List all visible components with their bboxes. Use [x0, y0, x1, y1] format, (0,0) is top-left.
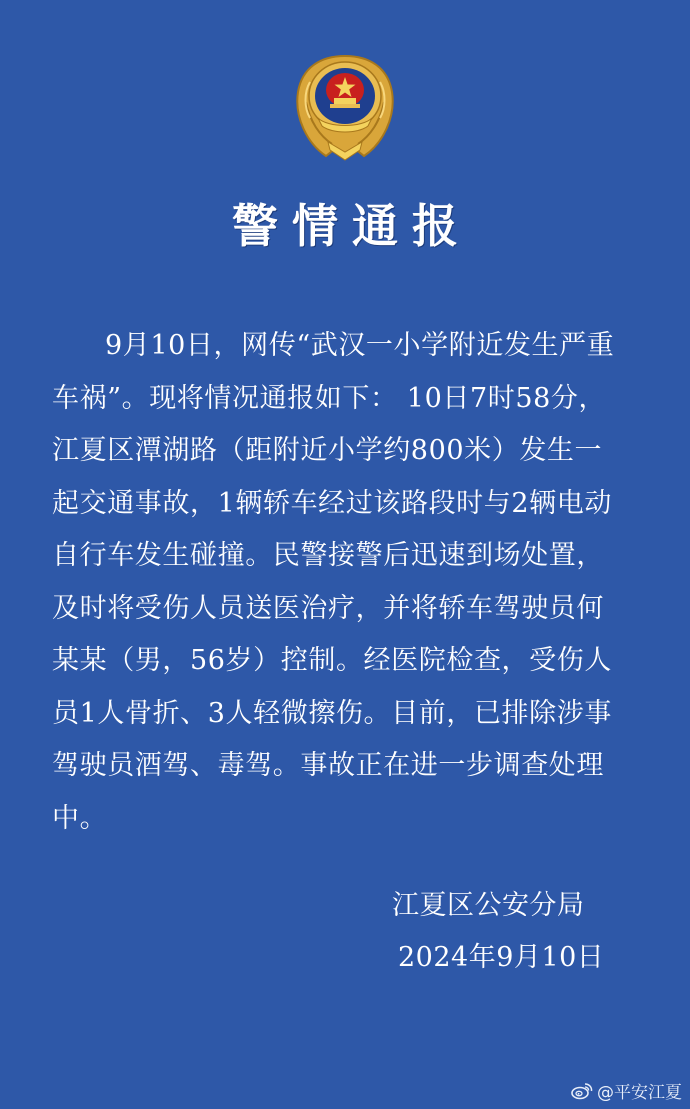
body-line: 员1人骨折、3人轻微擦伤。目前，已排除涉事 [52, 697, 612, 729]
weibo-icon [571, 1082, 593, 1100]
body-line: 江夏区潭湖路（距附近小学约800米）发生一 [52, 435, 603, 466]
issue-date: 2024年9月10日 [398, 942, 605, 973]
watermark-text: @平安江夏 [597, 1083, 682, 1103]
issuer-name: 江夏区公安分局 [392, 890, 585, 921]
body-line: 中。 [52, 802, 108, 834]
police-emblem-icon [290, 52, 400, 164]
body-line: 驾驶员酒驾、毒驾。事故正在进一步调查处理 [52, 750, 604, 781]
signature-block [392, 880, 604, 984]
body-line: 9月10日，网传“武汉一小学附近发生严重 [105, 330, 615, 361]
body-line: 车祸”。现将情况通报如下： 10日7时58分， [52, 382, 607, 414]
source-watermark [571, 1078, 682, 1103]
page-title: 警情通报 [232, 199, 472, 253]
body-line: 及时将受伤人员送医治疗，并将轿车驾驶员何 [52, 592, 604, 624]
body-line: 起交通事故，1辆轿车经过该路段时与2辆电动 [52, 487, 612, 519]
body-line: 自行车发生碰撞。民警接警后迅速到场处置， [52, 540, 604, 571]
body-line: 某某（男，56岁）控制。经医院检查，受伤人 [52, 645, 612, 676]
notice-body [52, 320, 652, 845]
